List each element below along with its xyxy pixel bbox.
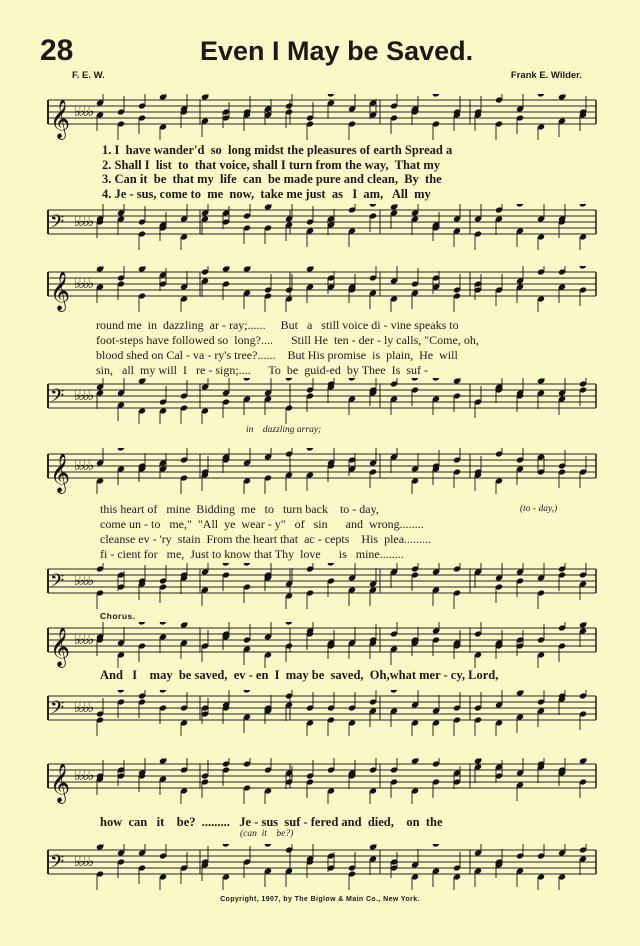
lyric-line: cleanse ev - 'ry stain From the heart that ac - cepts His plea......... — [100, 532, 432, 546]
bass-clef-icon: 𝄢 — [50, 212, 65, 237]
key-signature-icon: ♭♭♭♭ — [74, 768, 93, 784]
note-heads — [96, 204, 587, 250]
lyric-line: 3. Can it be that my life can be made pure and clean, By the — [102, 172, 442, 186]
key-signature-icon: ♭♭♭♭ — [74, 700, 93, 716]
bass-staff-system-4 — [0, 690, 640, 736]
lyric-line: sin, all my will I re - sign;.... To be guid-ed by Thee Is suf - — [96, 363, 429, 377]
treble-clef-icon: 𝄞 — [50, 453, 71, 493]
treble-staff-system-5 — [0, 758, 640, 804]
note-heads — [96, 758, 587, 804]
treble-staff-system-2 — [0, 266, 640, 312]
alto-annotation: in dazzling array; — [246, 425, 322, 435]
copyright-notice: Copyright, 1907, by The Biglow & Main Co., New York. — [220, 896, 420, 903]
echo-annotation: (to - day,) — [520, 504, 558, 514]
treble-staff-system-1 — [0, 94, 640, 140]
staff-lines — [48, 628, 596, 652]
note-heads — [96, 448, 587, 494]
note-heads — [96, 94, 587, 140]
staff-lines — [48, 764, 596, 788]
lyric-line: 1. I have wander'd so long midst the pleasures of earth Spread a — [102, 143, 453, 157]
words-credit: F. E. W. — [72, 70, 105, 81]
staff-lines — [48, 210, 596, 234]
note-heads — [96, 622, 587, 668]
key-signature-icon: ♭♭♭♭ — [74, 104, 93, 120]
key-signature-icon: ♭♭♭♭ — [74, 458, 93, 474]
bass-staff-system-5 — [0, 844, 640, 890]
treble-clef-icon: 𝄞 — [50, 271, 71, 311]
bass-staff-system-3 — [0, 563, 640, 609]
key-signature-icon: ♭♭♭♭ — [74, 276, 93, 292]
treble-clef-icon: 𝄞 — [50, 99, 71, 139]
treble-staff-system-3 — [0, 448, 640, 494]
lyric-line: blood shed on Cal - va - ry's tree?...... But His promise is plain, He will — [96, 348, 458, 362]
note-heads — [96, 563, 587, 609]
lyric-line: fi - cient for me, Just to know that Thy love is mine........ — [100, 547, 404, 561]
lyric-line: 2. Shall I list to that voice, shall I turn from the way, That my — [102, 158, 441, 172]
bass-staff-system-2 — [0, 378, 640, 424]
staff-lines — [48, 696, 596, 720]
staff-lines — [48, 272, 596, 296]
bass-staff-system-1 — [0, 204, 640, 250]
staff-lines — [48, 100, 596, 124]
note-heads — [96, 378, 587, 424]
bass-clef-icon: 𝄢 — [50, 698, 65, 723]
music-credit: Frank E. Wilder. — [510, 70, 582, 81]
hymn-title: Even I May be Saved. — [200, 36, 474, 66]
lyric-line: come un - to me," "All ye wear - y" of sin and wrong........ — [100, 517, 424, 531]
key-signature-icon: ♭♭♭♭ — [74, 573, 93, 589]
treble-staff-system-4 — [0, 622, 640, 668]
chorus-label: Chorus. — [100, 611, 136, 621]
lyric-line: how can it be? ......... Je - sus suf - fered and died, on the — [100, 815, 443, 829]
staff-lines — [48, 454, 596, 478]
note-heads — [96, 266, 587, 312]
lyric-line: 4. Je - sus, come to me now, take me just as I am, All my — [102, 187, 431, 201]
key-signature-icon: ♭♭♭♭ — [74, 632, 93, 648]
lyric-line: foot-steps have followed so long?.... Still He ten - der - ly calls, "Come, oh, — [96, 333, 479, 347]
lyric-line: And I may be saved, ev - en I may be saved, Oh,what mer - cy, Lord, — [100, 668, 499, 682]
bass-clef-icon: 𝄢 — [50, 852, 65, 877]
staff-lines — [48, 569, 596, 593]
lyric-line: round me in dazzling ar - ray;...... But a still voice di - vine speaks to — [96, 318, 459, 332]
treble-clef-icon: 𝄞 — [50, 763, 71, 803]
bass-clef-icon: 𝄢 — [50, 386, 65, 411]
echo-annotation: (can it be?) — [240, 829, 294, 839]
note-heads — [96, 690, 587, 736]
treble-clef-icon: 𝄞 — [50, 627, 71, 667]
bass-clef-icon: 𝄢 — [50, 571, 65, 596]
staff-lines — [48, 384, 596, 408]
key-signature-icon: ♭♭♭♭ — [74, 214, 93, 230]
staff-lines — [48, 850, 596, 874]
lyric-line: this heart of mine Bidding me to turn back to - day, — [100, 502, 379, 516]
note-heads — [96, 844, 587, 890]
hymn-number: 28 — [40, 34, 74, 67]
key-signature-icon: ♭♭♭♭ — [74, 388, 93, 404]
key-signature-icon: ♭♭♭♭ — [74, 854, 93, 870]
